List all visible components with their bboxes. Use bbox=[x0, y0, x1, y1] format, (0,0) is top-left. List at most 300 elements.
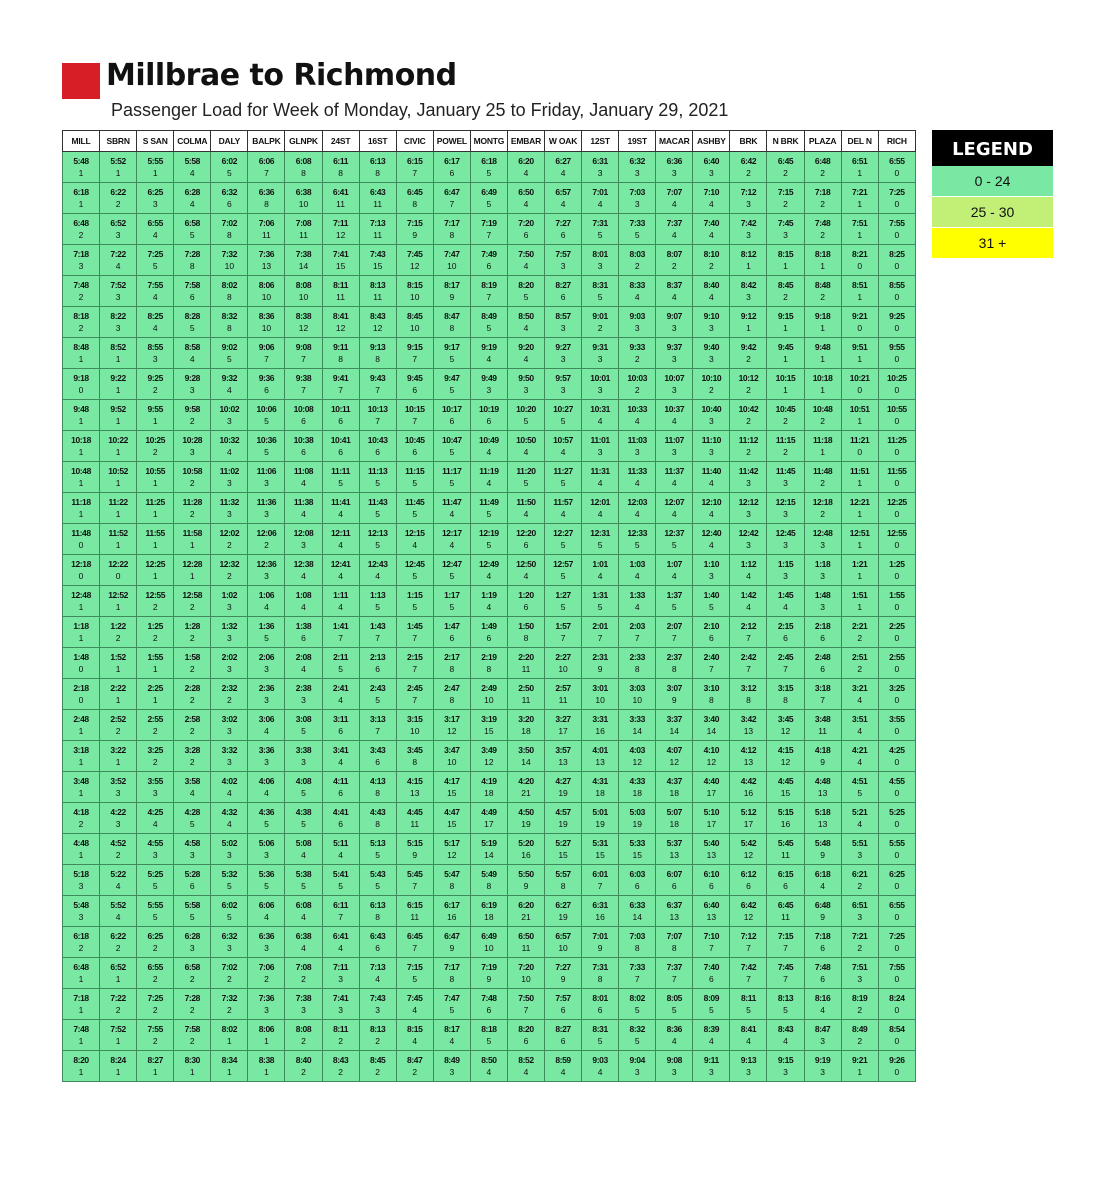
load-cell bbox=[285, 214, 322, 245]
passenger-load: 1 bbox=[78, 354, 84, 364]
passenger-load: 11 bbox=[521, 664, 531, 674]
load-cell bbox=[433, 803, 470, 834]
departure-time: 9:33 bbox=[629, 342, 645, 352]
departure-time: 6:58 bbox=[184, 962, 200, 972]
passenger-load: 3 bbox=[264, 695, 269, 705]
load-cell bbox=[248, 679, 285, 710]
passenger-load: 3 bbox=[709, 1067, 714, 1077]
passenger-load: 12 bbox=[410, 261, 420, 271]
departure-time: 1:17 bbox=[444, 590, 460, 600]
load-cell bbox=[693, 989, 730, 1020]
load-cell bbox=[878, 431, 915, 462]
departure-time: 11:48 bbox=[812, 466, 833, 476]
passenger-load: 4 bbox=[597, 416, 603, 426]
passenger-load: 6 bbox=[301, 416, 306, 426]
departure-time: 2:01 bbox=[592, 621, 608, 631]
load-cell bbox=[285, 152, 322, 183]
load-cell bbox=[322, 648, 359, 679]
passenger-load: 6 bbox=[597, 1005, 603, 1015]
departure-time: 5:20 bbox=[518, 838, 534, 848]
load-cell bbox=[804, 834, 841, 865]
load-cell bbox=[322, 1051, 359, 1082]
load-cell bbox=[767, 927, 804, 958]
trip-rows bbox=[63, 152, 916, 1082]
departure-time: 6:03 bbox=[629, 869, 645, 879]
passenger-load: 5 bbox=[301, 881, 306, 891]
load-cell bbox=[63, 276, 100, 307]
load-cell bbox=[211, 772, 248, 803]
load-cell bbox=[63, 679, 100, 710]
passenger-load: 2 bbox=[820, 230, 825, 240]
passenger-load: 1 bbox=[857, 292, 863, 302]
passenger-load: 2 bbox=[301, 1067, 306, 1077]
passenger-load: 7 bbox=[783, 943, 788, 953]
load-cell bbox=[582, 958, 619, 989]
load-cell bbox=[730, 617, 767, 648]
departure-time: 7:36 bbox=[258, 249, 275, 259]
load-cell bbox=[433, 1051, 470, 1082]
passenger-load: 8 bbox=[412, 757, 418, 767]
departure-time: 2:11 bbox=[333, 652, 349, 662]
passenger-load: 10 bbox=[261, 292, 272, 302]
passenger-load: 3 bbox=[264, 509, 269, 519]
passenger-load: 2 bbox=[783, 447, 788, 457]
load-cell bbox=[507, 989, 544, 1020]
departure-time: 2:15 bbox=[407, 652, 423, 662]
passenger-load: 5 bbox=[301, 819, 306, 829]
load-cell bbox=[619, 307, 656, 338]
departure-time: 7:42 bbox=[740, 962, 757, 972]
load-cell bbox=[137, 648, 174, 679]
passenger-load: 2 bbox=[746, 385, 751, 395]
load-cell bbox=[619, 834, 656, 865]
departure-time: 9:28 bbox=[184, 373, 200, 383]
passenger-load: 12 bbox=[298, 323, 309, 333]
departure-time: 7:40 bbox=[703, 962, 720, 972]
trip-row bbox=[63, 617, 916, 648]
load-cell bbox=[693, 648, 730, 679]
departure-time: 2:42 bbox=[740, 652, 757, 662]
passenger-load: 2 bbox=[189, 974, 195, 984]
departure-time: 2:03 bbox=[629, 621, 645, 631]
departure-time: 6:43 bbox=[369, 187, 386, 197]
load-cell bbox=[285, 648, 322, 679]
load-cell bbox=[248, 586, 285, 617]
passenger-load: 5 bbox=[597, 292, 603, 302]
load-cell bbox=[878, 555, 915, 586]
passenger-load: 0 bbox=[894, 571, 900, 581]
departure-time: 11:31 bbox=[590, 466, 610, 476]
load-cell bbox=[545, 772, 582, 803]
passenger-load: 2 bbox=[115, 943, 121, 953]
trip-row bbox=[63, 369, 916, 400]
departure-time: 12:42 bbox=[738, 528, 759, 538]
departure-time: 4:47 bbox=[444, 807, 460, 817]
load-cell bbox=[841, 431, 878, 462]
load-cell bbox=[470, 524, 507, 555]
departure-time: 5:15 bbox=[777, 807, 794, 817]
load-cell bbox=[248, 307, 285, 338]
departure-time: 5:51 bbox=[851, 838, 868, 848]
load-cell bbox=[359, 152, 396, 183]
passenger-load: 7 bbox=[597, 881, 603, 891]
load-cell bbox=[545, 462, 582, 493]
departure-time: 10:58 bbox=[182, 466, 203, 476]
load-cell bbox=[359, 493, 396, 524]
load-cell bbox=[730, 741, 767, 772]
departure-time: 12:49 bbox=[479, 559, 499, 569]
passenger-load: 8 bbox=[634, 664, 640, 674]
departure-time: 7:32 bbox=[221, 993, 238, 1003]
passenger-load: 2 bbox=[375, 1067, 381, 1077]
passenger-load: 2 bbox=[746, 447, 751, 457]
departure-time: 12:22 bbox=[108, 559, 128, 569]
load-cell bbox=[804, 369, 841, 400]
load-cell bbox=[285, 710, 322, 741]
departure-time: 6:08 bbox=[295, 156, 312, 166]
passenger-load: 5 bbox=[671, 602, 677, 612]
load-cell bbox=[396, 896, 433, 927]
departure-time: 2:51 bbox=[851, 652, 868, 662]
load-cell bbox=[841, 834, 878, 865]
load-cell bbox=[248, 555, 285, 586]
passenger-load: 10 bbox=[298, 199, 309, 209]
departure-time: 10:17 bbox=[441, 404, 462, 414]
departure-time: 6:40 bbox=[703, 156, 720, 166]
departure-time: 8:01 bbox=[592, 993, 608, 1003]
trip-row bbox=[63, 307, 916, 338]
passenger-load: 10 bbox=[261, 323, 272, 333]
departure-time: 8:41 bbox=[740, 1024, 757, 1034]
departure-time: 12:45 bbox=[404, 559, 425, 569]
passenger-load: 1 bbox=[78, 509, 84, 519]
trip-row bbox=[63, 276, 916, 307]
passenger-load: 1 bbox=[78, 1067, 84, 1077]
passenger-load: 8 bbox=[709, 695, 714, 705]
departure-time: 4:25 bbox=[147, 807, 163, 817]
passenger-load: 5 bbox=[634, 540, 640, 550]
load-cell bbox=[211, 152, 248, 183]
load-cell bbox=[359, 338, 396, 369]
load-cell bbox=[396, 493, 433, 524]
passenger-load: 0 bbox=[894, 912, 900, 922]
load-cell bbox=[396, 1051, 433, 1082]
passenger-load: 3 bbox=[226, 633, 232, 643]
departure-time: 12:18 bbox=[71, 559, 91, 569]
departure-time: 4:57 bbox=[555, 807, 571, 817]
departure-time: 9:47 bbox=[444, 373, 460, 383]
load-cell bbox=[545, 1020, 582, 1051]
load-cell bbox=[619, 431, 656, 462]
departure-time: 7:07 bbox=[666, 931, 682, 941]
passenger-load: 4 bbox=[820, 1005, 825, 1015]
departure-time: 1:58 bbox=[184, 652, 200, 662]
passenger-load: 1 bbox=[857, 571, 863, 581]
load-cell bbox=[841, 586, 878, 617]
departure-time: 11:08 bbox=[293, 466, 314, 476]
departure-time: 3:45 bbox=[407, 745, 423, 755]
departure-time: 5:58 bbox=[184, 156, 200, 166]
passenger-load: 3 bbox=[338, 1005, 343, 1015]
passenger-load: 18 bbox=[484, 788, 494, 798]
departure-time: 7:48 bbox=[73, 1024, 89, 1034]
passenger-load: 5 bbox=[486, 1036, 492, 1046]
load-cell bbox=[730, 679, 767, 710]
passenger-load: 1 bbox=[820, 354, 825, 364]
departure-time: 11:19 bbox=[479, 466, 499, 476]
departure-time: 3:49 bbox=[481, 745, 497, 755]
load-cell bbox=[582, 741, 619, 772]
load-cell bbox=[248, 493, 285, 524]
passenger-load: 3 bbox=[115, 788, 121, 798]
load-cell bbox=[804, 617, 841, 648]
departure-time: 11:15 bbox=[775, 435, 796, 445]
departure-time: 2:48 bbox=[814, 652, 831, 662]
passenger-load: 0 bbox=[857, 261, 863, 271]
departure-time: 7:42 bbox=[740, 218, 757, 228]
passenger-load: 0 bbox=[894, 199, 900, 209]
passenger-load: 4 bbox=[709, 540, 714, 550]
load-cell bbox=[285, 679, 322, 710]
departure-time: 7:41 bbox=[332, 993, 349, 1003]
load-cell bbox=[396, 524, 433, 555]
load-cell bbox=[248, 989, 285, 1020]
load-cell bbox=[359, 245, 396, 276]
passenger-load: 19 bbox=[558, 819, 568, 829]
departure-time: 2:40 bbox=[703, 652, 720, 662]
load-cell bbox=[396, 152, 433, 183]
passenger-load: 5 bbox=[301, 726, 306, 736]
passenger-load: 2 bbox=[412, 1067, 418, 1077]
load-cell bbox=[100, 741, 137, 772]
departure-time: 9:49 bbox=[481, 373, 497, 383]
passenger-load: 4 bbox=[709, 199, 714, 209]
load-cell bbox=[100, 927, 137, 958]
passenger-load: 6 bbox=[709, 881, 714, 891]
load-cell bbox=[396, 400, 433, 431]
load-cell bbox=[174, 896, 211, 927]
load-cell bbox=[767, 896, 804, 927]
departure-time: 4:45 bbox=[777, 776, 794, 786]
departure-time: 7:47 bbox=[444, 249, 460, 259]
departure-time: 6:38 bbox=[295, 187, 312, 197]
departure-time: 9:22 bbox=[110, 373, 126, 383]
passenger-load: 4 bbox=[189, 354, 195, 364]
load-cell bbox=[63, 617, 100, 648]
passenger-load: 7 bbox=[634, 974, 640, 984]
departure-time: 9:03 bbox=[629, 311, 645, 321]
departure-time: 9:15 bbox=[777, 311, 794, 321]
departure-time: 8:45 bbox=[407, 311, 423, 321]
departure-time: 12:02 bbox=[219, 528, 240, 538]
passenger-load: 4 bbox=[671, 292, 677, 302]
departure-time: 9:21 bbox=[851, 311, 868, 321]
load-cell bbox=[841, 958, 878, 989]
passenger-load: 2 bbox=[189, 509, 195, 519]
passenger-load: 1 bbox=[115, 354, 121, 364]
passenger-load: 7 bbox=[412, 354, 418, 364]
load-cell bbox=[137, 927, 174, 958]
passenger-load: 7 bbox=[746, 974, 751, 984]
trip-row bbox=[63, 958, 916, 989]
departure-time: 12:41 bbox=[330, 559, 351, 569]
departure-time: 8:15 bbox=[407, 1024, 423, 1034]
passenger-load: 5 bbox=[375, 540, 381, 550]
passenger-load: 7 bbox=[783, 974, 788, 984]
load-cell bbox=[693, 865, 730, 896]
load-cell bbox=[507, 710, 544, 741]
departure-time: 1:28 bbox=[184, 621, 200, 631]
load-cell bbox=[582, 462, 619, 493]
departure-time: 8:47 bbox=[814, 1024, 831, 1034]
load-cell bbox=[507, 307, 544, 338]
load-cell bbox=[656, 586, 693, 617]
load-cell bbox=[507, 276, 544, 307]
load-cell bbox=[396, 1020, 433, 1051]
passenger-load: 1 bbox=[115, 509, 121, 519]
passenger-load: 14 bbox=[298, 261, 309, 271]
departure-time: 7:25 bbox=[889, 931, 905, 941]
passenger-load: 4 bbox=[301, 571, 306, 581]
passenger-load: 7 bbox=[412, 943, 418, 953]
departure-time: 10:55 bbox=[145, 466, 166, 476]
departure-time: 6:33 bbox=[629, 900, 645, 910]
passenger-load: 4 bbox=[709, 230, 714, 240]
load-cell bbox=[100, 679, 137, 710]
passenger-load: 1 bbox=[189, 540, 195, 550]
departure-time: 5:15 bbox=[407, 838, 423, 848]
passenger-load: 12 bbox=[706, 757, 717, 767]
load-cell bbox=[211, 214, 248, 245]
departure-time: 6:37 bbox=[666, 900, 682, 910]
passenger-load: 1 bbox=[78, 788, 84, 798]
passenger-load: 7 bbox=[375, 416, 381, 426]
load-cell bbox=[285, 958, 322, 989]
passenger-load: 3 bbox=[264, 571, 269, 581]
passenger-load: 5 bbox=[264, 819, 269, 829]
load-cell bbox=[656, 183, 693, 214]
departure-time: 9:57 bbox=[555, 373, 571, 383]
passenger-load: 5 bbox=[412, 509, 418, 519]
load-cell bbox=[656, 400, 693, 431]
departure-time: 1:08 bbox=[295, 590, 312, 600]
departure-time: 7:36 bbox=[258, 993, 275, 1003]
passenger-load: 19 bbox=[558, 912, 568, 922]
passenger-load: 3 bbox=[634, 1067, 640, 1077]
departure-time: 7:50 bbox=[518, 993, 534, 1003]
passenger-load: 2 bbox=[189, 633, 195, 643]
passenger-load: 4 bbox=[152, 323, 158, 333]
departure-time: 5:06 bbox=[258, 838, 275, 848]
passenger-load: 4 bbox=[449, 1036, 455, 1046]
load-cell bbox=[248, 648, 285, 679]
departure-time: 4:40 bbox=[703, 776, 720, 786]
passenger-load: 3 bbox=[78, 261, 84, 271]
load-cell bbox=[396, 276, 433, 307]
load-cell bbox=[582, 1020, 619, 1051]
passenger-load: 4 bbox=[115, 881, 121, 891]
load-cell bbox=[433, 617, 470, 648]
passenger-load: 5 bbox=[375, 478, 381, 488]
passenger-load: 11 bbox=[336, 292, 345, 302]
load-cell bbox=[507, 245, 544, 276]
passenger-load: 7 bbox=[375, 633, 381, 643]
load-cell bbox=[470, 245, 507, 276]
load-cell bbox=[693, 400, 730, 431]
departure-time: 12:17 bbox=[441, 528, 462, 538]
passenger-load: 0 bbox=[894, 478, 900, 488]
load-cell bbox=[470, 276, 507, 307]
passenger-load: 9 bbox=[412, 230, 418, 240]
departure-time: 6:55 bbox=[147, 218, 163, 228]
passenger-load: 2 bbox=[189, 1036, 195, 1046]
load-cell bbox=[804, 152, 841, 183]
load-cell bbox=[545, 1051, 582, 1082]
departure-time: 4:21 bbox=[851, 745, 868, 755]
departure-time: 12:07 bbox=[664, 497, 685, 507]
passenger-load: 4 bbox=[338, 695, 343, 705]
passenger-load: 1 bbox=[115, 695, 121, 705]
departure-time: 8:59 bbox=[555, 1055, 571, 1065]
passenger-load: 1 bbox=[115, 447, 121, 457]
load-cell bbox=[322, 772, 359, 803]
load-cell bbox=[545, 617, 582, 648]
load-cell bbox=[582, 896, 619, 927]
load-cell bbox=[174, 710, 211, 741]
load-cell bbox=[656, 989, 693, 1020]
load-cell bbox=[285, 369, 322, 400]
load-cell bbox=[248, 710, 285, 741]
passenger-load: 7 bbox=[783, 664, 788, 674]
load-cell bbox=[396, 555, 433, 586]
departure-time: 8:20 bbox=[518, 1024, 534, 1034]
passenger-load: 1 bbox=[783, 261, 788, 271]
passenger-load: 8 bbox=[412, 199, 418, 209]
departure-time: 8:11 bbox=[333, 280, 349, 290]
load-cell bbox=[100, 276, 137, 307]
passenger-load: 3 bbox=[152, 788, 158, 798]
departure-time: 9:25 bbox=[147, 373, 163, 383]
passenger-load: 4 bbox=[820, 881, 825, 891]
load-cell bbox=[582, 586, 619, 617]
departure-time: 2:50 bbox=[518, 683, 534, 693]
departure-time: 7:11 bbox=[333, 962, 349, 972]
passenger-load: 4 bbox=[338, 540, 343, 550]
passenger-load: 21 bbox=[521, 912, 531, 922]
departure-time: 3:07 bbox=[666, 683, 682, 693]
passenger-load: 10 bbox=[410, 323, 420, 333]
passenger-load: 2 bbox=[189, 602, 195, 612]
passenger-load: 3 bbox=[820, 1067, 825, 1077]
passenger-load: 1 bbox=[783, 323, 788, 333]
load-cell bbox=[63, 989, 100, 1020]
passenger-load: 4 bbox=[486, 571, 492, 581]
load-cell bbox=[730, 834, 767, 865]
departure-time: 8:52 bbox=[518, 1055, 534, 1065]
load-cell bbox=[619, 803, 656, 834]
passenger-load: 3 bbox=[709, 447, 714, 457]
departure-time: 10:18 bbox=[812, 373, 833, 383]
departure-time: 6:55 bbox=[147, 962, 163, 972]
load-cell bbox=[359, 772, 396, 803]
departure-time: 8:47 bbox=[444, 311, 460, 321]
load-cell bbox=[767, 1020, 804, 1051]
load-cell bbox=[619, 276, 656, 307]
departure-time: 6:27 bbox=[555, 900, 571, 910]
load-cell bbox=[63, 493, 100, 524]
departure-time: 6:55 bbox=[889, 156, 905, 166]
passenger-load: 1 bbox=[115, 168, 121, 178]
